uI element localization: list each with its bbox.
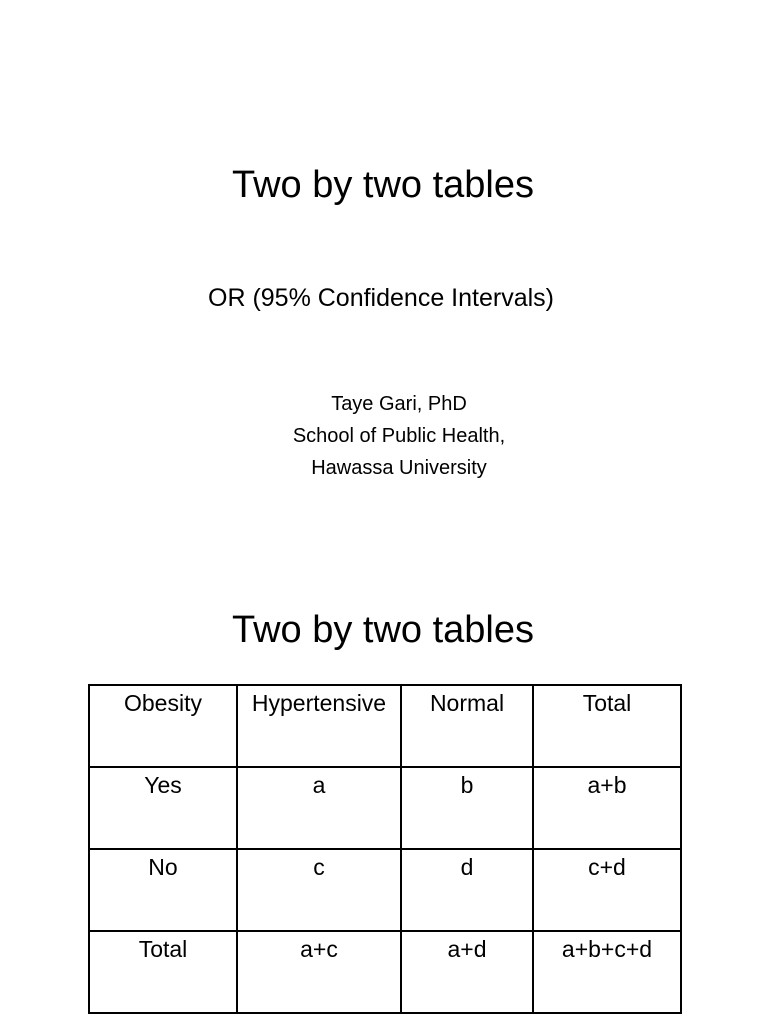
table-cell: a <box>237 767 401 849</box>
table-row <box>89 931 681 1013</box>
slide-title: Two by two tables <box>231 164 535 206</box>
table-row <box>89 849 681 931</box>
slide-subtitle: OR (95% Confidence Intervals) <box>208 284 554 312</box>
table-cell: a+b+c+d <box>533 931 681 1013</box>
table-cell: a+b <box>533 767 681 849</box>
header-cell-normal: Normal <box>401 685 533 767</box>
author-institution: Hawassa University <box>311 457 487 479</box>
row-label-cell: Yes <box>89 767 237 849</box>
two-by-two-table <box>88 684 682 1014</box>
table-cell: a+d <box>401 931 533 1013</box>
author-department: School of Public Health, <box>292 425 506 447</box>
row-label-cell: Total <box>89 931 237 1013</box>
table-slide <box>0 560 768 1024</box>
author-block <box>200 388 598 484</box>
table-row <box>89 767 681 849</box>
table-cell: d <box>401 849 533 931</box>
table-cell: c <box>237 849 401 931</box>
table-header-row <box>89 685 681 767</box>
table-cell: b <box>401 767 533 849</box>
header-cell-hypertensive: Hypertensive <box>237 685 401 767</box>
header-cell-obesity: Obesity <box>89 685 237 767</box>
table-cell: a+c <box>237 931 401 1013</box>
table-cell: c+d <box>533 849 681 931</box>
author-name: Taye Gari, PhD <box>331 393 467 415</box>
slide-title: Two by two tables <box>231 609 535 651</box>
row-label-cell: No <box>89 849 237 931</box>
header-cell-total: Total <box>533 685 681 767</box>
